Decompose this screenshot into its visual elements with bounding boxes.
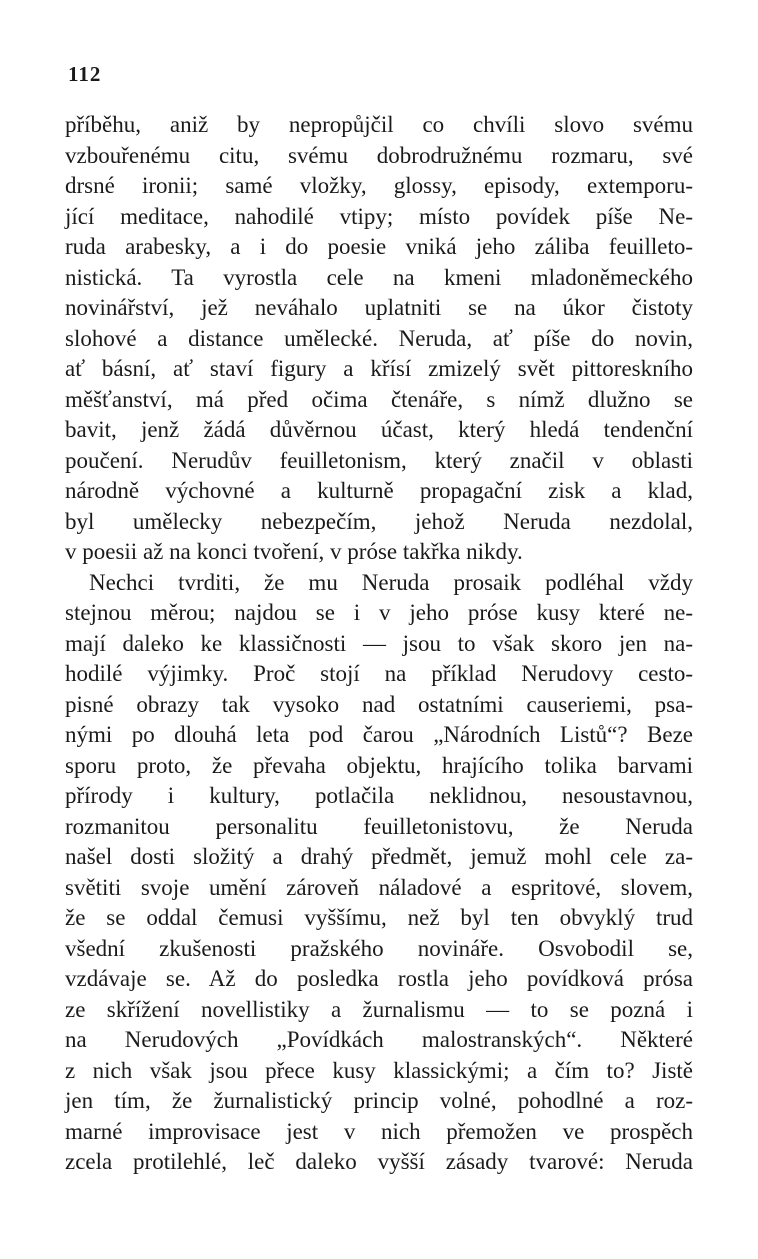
text-line: že se oddal čemusi vyššímu, než byl ten obvyklý trud: [65, 905, 693, 930]
text-line: ať básní, ať staví figury a křísí zmizelý svět pittoreskního: [65, 356, 693, 381]
text-line: Nechci tvrditi, že mu Neruda prosaik podléhal vždy: [89, 569, 693, 595]
text-line: mají daleko ke klassičnosti — jsou to však skoro jen na-: [65, 630, 693, 656]
text-line: vzdávaje se. Až do posledka rostla jeho povídková prósa: [65, 966, 693, 991]
page-number: 112: [68, 62, 102, 86]
text-line: v poesii až na konci tvoření, v próse takřka nikdy.: [65, 539, 523, 564]
text-line: z nich však jsou přece kusy klassickými; a čím to? Jistě: [65, 1057, 693, 1083]
body-text: [65, 110, 693, 1178]
text-line: hodilé výjimky. Proč stojí na příklad Nerudovy cesto-: [65, 661, 693, 686]
text-line: příběhu, aniž by nepropůjčil co chvíli slovo svému: [65, 112, 693, 137]
text-line: národně výchovné a kulturně propagační zisk a klad,: [65, 478, 693, 503]
text-line: slohové a distance umělecké. Neruda, ať píše do novin,: [65, 325, 693, 351]
text-line: poučení. Nerudův feuilletonism, který značil v oblasti: [65, 447, 693, 473]
text-line: marné improvisace jest v nich přemožen ve prospěch: [65, 1118, 693, 1144]
text-line: vzbouřenému citu, svému dobrodružnému rozmaru, své: [65, 142, 693, 168]
text-line: rozmanitou personalitu feuilletonistovu, že Neruda: [65, 813, 693, 839]
text-line: bavit, jenž žádá důvěrnou účast, který hledá tendenční: [65, 417, 693, 442]
text-line: ruda arabesky, a i do poesie vniká jeho záliba feuilleto-: [65, 234, 693, 259]
text-line: měšťanství, má před očima čtenáře, s nímž dlužno se: [65, 386, 693, 412]
text-line: nistická. Ta vyrostla cele na kmeni mladoněmeckého: [65, 264, 693, 290]
text-line: pisné obrazy tak vysoko nad ostatními causeriemi, psa-: [65, 691, 693, 717]
text-line: ze skřížení novellistiky a žurnalismu — to se pozná i: [65, 996, 693, 1022]
text-line: světiti svoje umění zároveň náladové a espritové, slovem,: [65, 874, 693, 900]
text-line: přírody i kultury, potlačila neklidnou, nesoustavnou,: [65, 783, 693, 808]
text-line: novinářství, jež neváhalo uplatniti se na úkor čistoty: [65, 295, 693, 320]
text-line: jící meditace, nahodilé vtipy; místo povídek píše Ne-: [65, 203, 693, 229]
text-line: na Nerudových „Povídkách malostranských“. Některé: [65, 1027, 693, 1052]
text-line: zcela protilehlé, leč daleko vyšší zásady tvarové: Neruda: [65, 1149, 693, 1174]
text-line: jen tím, že žurnalistický princip volné, pohodlné a roz-: [65, 1088, 693, 1113]
text-line: byl umělecky nebezpečím, jehož Neruda nezdolal,: [65, 508, 693, 534]
text-line: nými po dlouhá leta pod čarou „Národních Listů“? Beze: [65, 722, 693, 747]
text-line: stejnou měrou; najdou se i v jeho próse kusy které ne-: [65, 600, 693, 625]
text-line: drsné ironii; samé vložky, glossy, episody, extemporu-: [65, 173, 693, 198]
text-line: všední zkušenosti pražského novináře. Osvobodil se,: [65, 935, 693, 961]
text-line: sporu proto, že převaha objektu, hrajícího tolika barvami: [65, 752, 693, 778]
text-line: našel dosti složitý a drahý předmět, jemuž mohl cele za-: [65, 844, 693, 869]
